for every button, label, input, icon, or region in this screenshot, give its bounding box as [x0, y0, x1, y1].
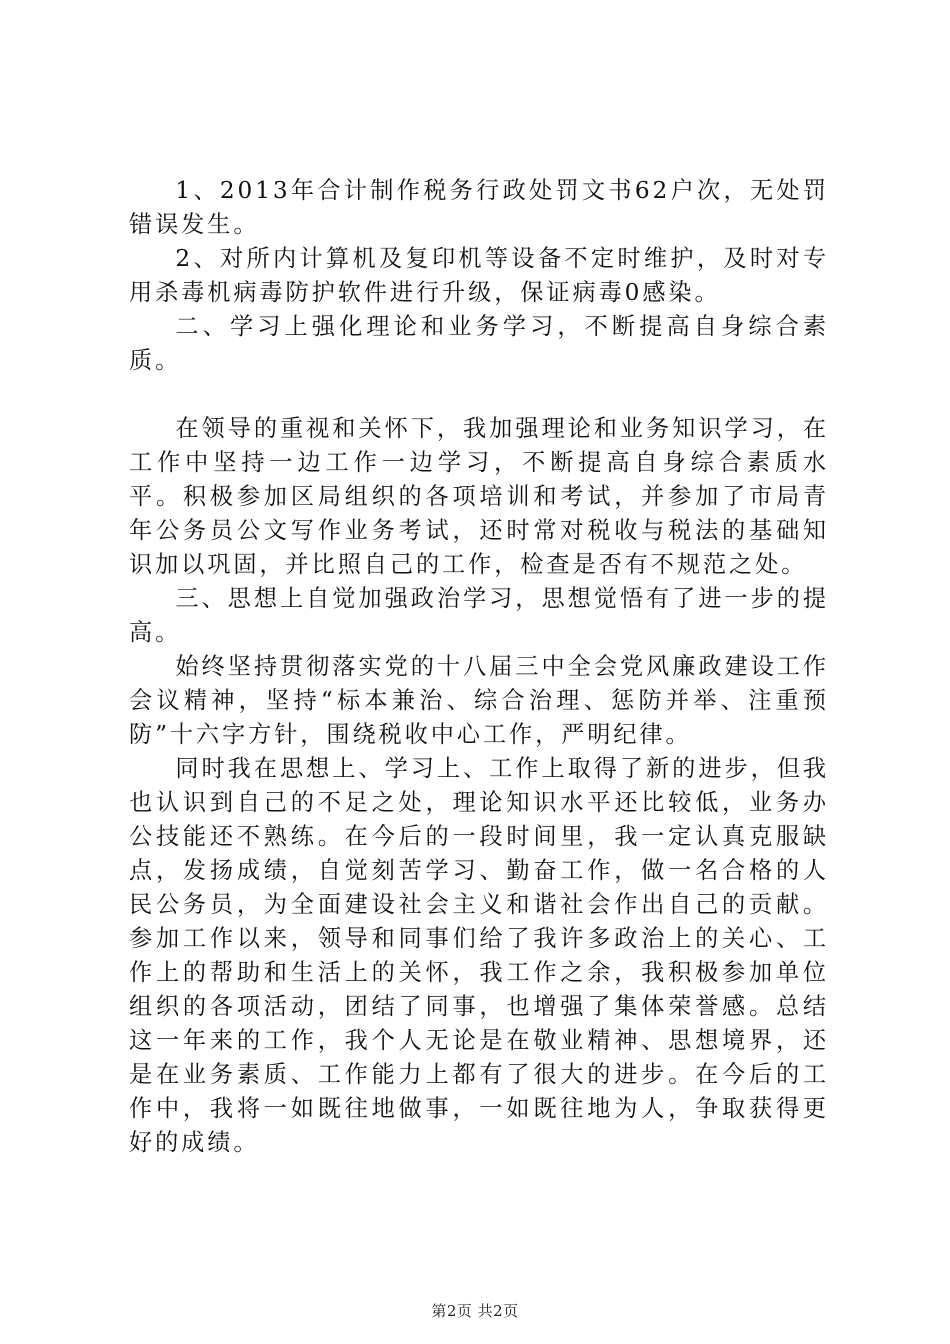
- paragraph-item-2: 2、对所内计算机及复印机等设备不定时维护，及时对专用杀毒机病毒防护软件进行升级，保证病毒0感染。: [129, 245, 829, 306]
- document-body: [129, 174, 829, 1160]
- section-heading-study: 二、学习上强化理论和业务学习，不断提高自身综合素质。: [129, 313, 829, 374]
- paragraph-politics-detail: 始终坚持贯彻落实党的十八届三中全会党风廉政建设工作会议精神，坚持“标本兼治、综合治理、惩防并举、注重预防”十六字方针，围绕税收中心工作，严明纪律。: [129, 653, 829, 748]
- page-number-footer: 第2页 共2页: [431, 1302, 519, 1320]
- paragraph-study-detail: 在领导的重视和关怀下，我加强理论和业务知识学习，在工作中坚持一边工作一边学习，不断提高自身综合素质水平。积极参加区局组织的各项培训和考试，并参加了市局青年公务员公文写作业务考试，还时常对税收与税法的基础知识加以巩固，并比照自己的工作，检查是否有不规范之处。: [129, 415, 829, 578]
- paragraph-summary: 同时我在思想上、学习上、工作上取得了新的进步，但我也认识到自己的不足之处，理论知识水平还比较低，业务办公技能还不熟练。在今后的一段时间里，我一定认真克服缺点，发扬成绩，自觉刻苦学习、勤奋工作，做一名合格的人民公务员，为全面建设社会主义和谐社会作出自己的贡献。参加工作以来，领导和同事们给了我许多政治上的关心、工作上的帮助和生活上的关怀，我工作之余，我积极参加单位组织的各项活动，团结了同事，也增强了集体荣誉感。总结这一年来的工作，我个人无论是在敬业精神、思想境界，还是在业务素质、工作能力上都有了很大的进步。在今后的工作中，我将一如既往地做事，一如既往地为人，争取获得更好的成绩。: [129, 755, 829, 1156]
- paragraph-item-1: 1、2013年合计制作税务行政处罚文书62户次，无处罚错误发生。: [129, 177, 829, 238]
- section-heading-politics: 三、思想上自觉加强政治学习，思想觉悟有了进一步的提高。: [129, 585, 829, 646]
